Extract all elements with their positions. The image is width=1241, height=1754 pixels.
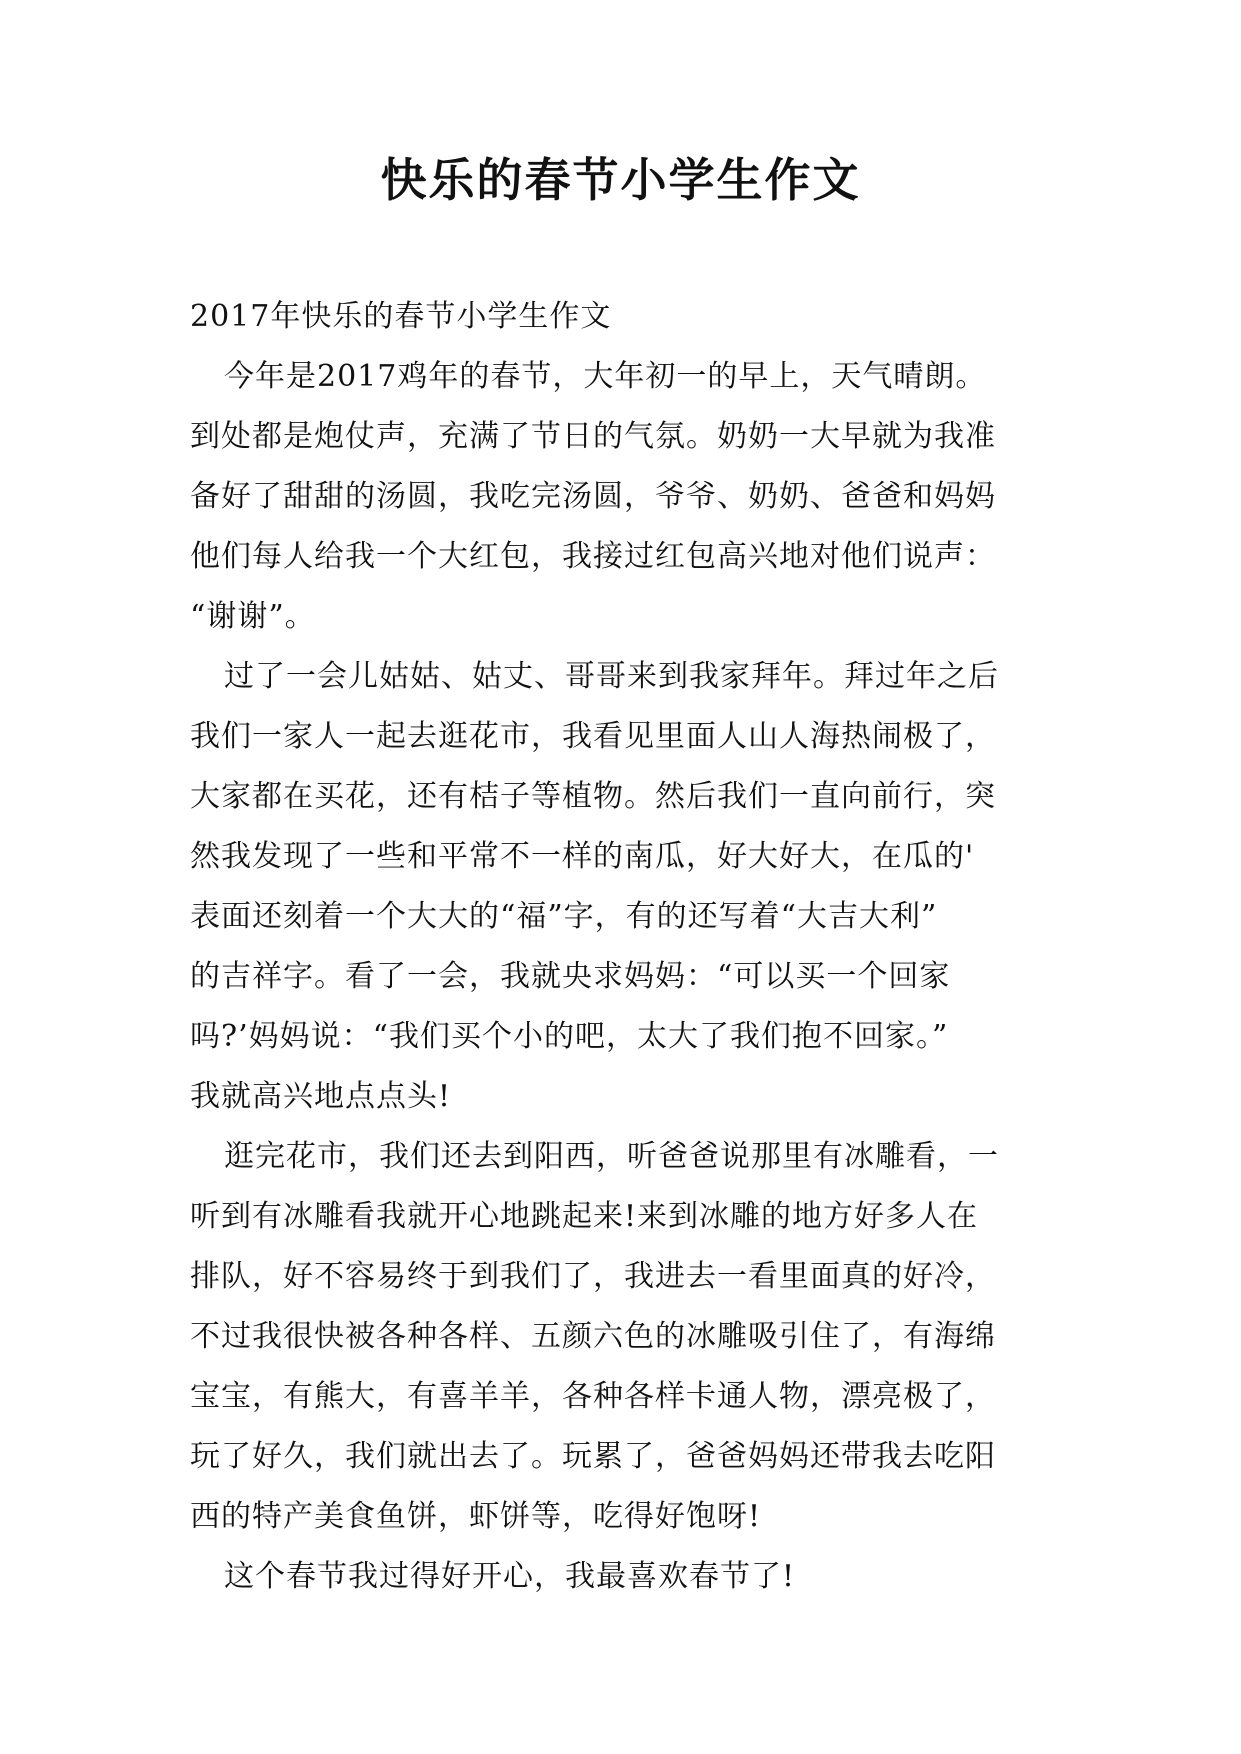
paragraph-line: 玩了好久，我们就出去了。玩累了，爸爸妈妈还带我去吃阳 [190,1439,996,1474]
paragraph-line: 表面还刻着一个大大的“福”字，有的还写着“大吉大利” [190,899,938,934]
paragraph-line: 排队，好不容易终于到我们了，我进去一看里面真的好冷， [190,1259,996,1294]
paragraph-line: 听到有冰雕看我就开心地跳起来!来到冰雕的地方好多人在 [190,1199,979,1234]
subtitle-line: 2017年快乐的春节小学生作文 [190,299,612,334]
paragraph-line: 的吉祥字。看了一会，我就央求妈妈：“可以买一个回家 [190,959,951,994]
paragraph-line: 我们一家人一起去逛花市，我看见里面人山人海热闹极了， [190,719,996,754]
paragraph-line: 过了一会儿姑姑、姑丈、哥哥来到我家拜年。拜过年之后 [224,659,999,694]
paragraph-line: “谢谢”。 [190,599,316,634]
paragraph-line: 备好了甜甜的汤圆，我吃完汤圆，爷爷、奶奶、爸爸和妈妈 [190,479,996,514]
document-body [190,287,1054,1607]
paragraph-line: 不过我很快被各种各样、五颜六色的冰雕吸引住了，有海绵 [190,1319,996,1354]
paragraph-line: 西的特产美食鱼饼，虾饼等，吃得好饱呀! [190,1499,762,1534]
paragraph-line: 我就高兴地点点头! [190,1079,452,1114]
paragraph-line: 这个春节我过得好开心，我最喜欢春节了! [224,1559,796,1594]
paragraph-line: 吗?’妈妈说：“我们买个小的吧，太大了我们抱不回家。” [190,1019,949,1054]
paragraph-line: 到处都是炮仗声，充满了节日的气氛。奶奶一大早就为我准 [190,419,996,454]
paragraph-line: 然我发现了一些和平常不一样的南瓜，好大好大，在瓜的' [190,839,975,874]
paragraph-line: 他们每人给我一个大红包，我接过红包高兴地对他们说声： [190,539,996,574]
paragraph-line: 逛完花市，我们还去到阳西，听爸爸说那里有冰雕看，一 [224,1139,999,1174]
paragraph-line: 今年是2017鸡年的春节，大年初一的早上，天气晴朗。 [224,359,987,394]
paragraph-line: 宝宝，有熊大，有喜羊羊，各种各样卡通人物，漂亮极了， [190,1379,996,1414]
paragraph-line: 大家都在买花，还有桔子等植物。然后我们一直向前行，突 [190,779,996,814]
document-title: 快乐的春节小学生作文 [380,153,861,207]
